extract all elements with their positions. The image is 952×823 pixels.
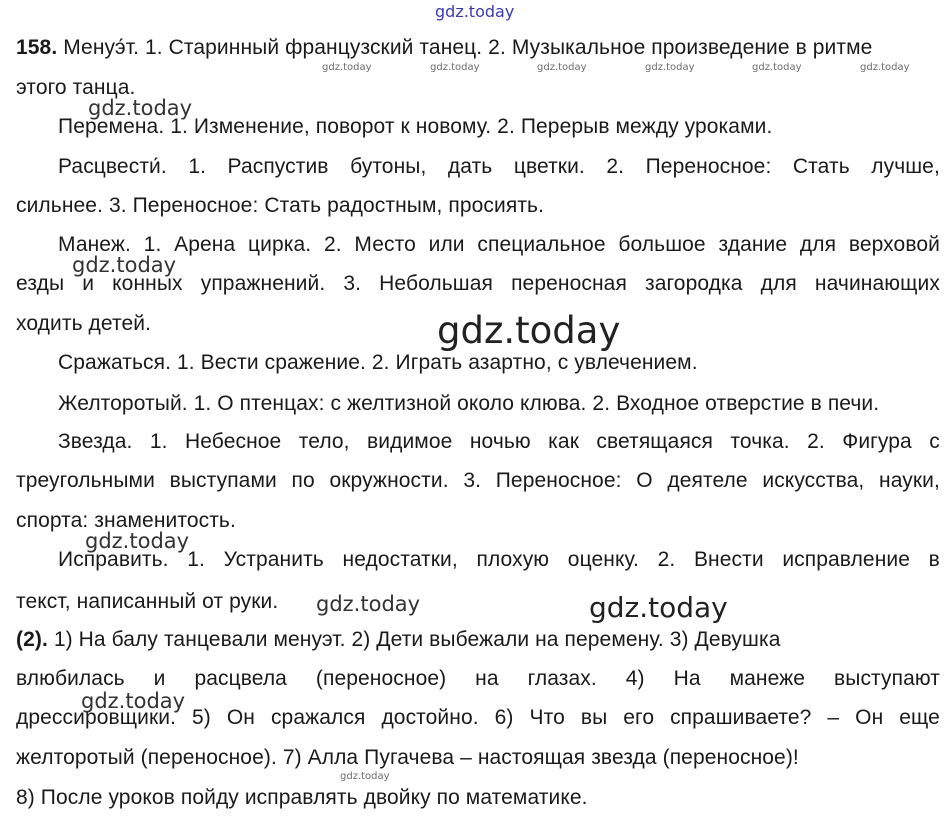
exercise-number: 158. bbox=[16, 36, 58, 59]
text-line-5: сильнее. 3. Переносное: Стать радостным, просиять. bbox=[16, 194, 545, 217]
watermark-small-1: gdz.today bbox=[322, 62, 372, 73]
text-line-6: Манеж. 1. Арена цирка. 2. Место или специальное большое здание для верховой bbox=[58, 233, 940, 256]
part2-label: (2). bbox=[16, 628, 48, 651]
watermark-small-4: gdz.today bbox=[645, 62, 695, 73]
watermark-medium-5: gdz.today bbox=[81, 689, 186, 713]
text-line-16-content: 1) На балу танцевали менуэт. 2) Дети выбежали на перемену. 3) Девушка bbox=[53, 628, 781, 651]
watermark-medium-4: gdz.today bbox=[316, 592, 421, 616]
watermark-small-2: gdz.today bbox=[430, 62, 480, 73]
watermark-small-7: gdz.today bbox=[340, 771, 390, 782]
watermark-small-6: gdz.today bbox=[860, 62, 910, 73]
text-line-12: треугольными выступами по окружности. 3. Переносное: О деятеле искусства, науки, bbox=[16, 469, 940, 492]
text-line-1 bbox=[16, 36, 942, 60]
text-line-14: Исправить. 1. Устранить недостатки, плохую оценку. 2. Внести исправление в bbox=[58, 548, 940, 571]
text-line-19: желторотый (переносное). 7) Алла Пугачева – настоящая звезда (переносное)! bbox=[16, 746, 799, 769]
text-line-10: Желторотый. 1. О птенцах: с желтизной около клюва. 2. Входное отверстие в печи. bbox=[58, 392, 880, 415]
text-line-11: Звезда. 1. Небесное тело, видимое ночью как светящаяся точка. 2. Фигура с bbox=[58, 430, 940, 453]
text-line-1-content: Менуэ́т. 1. Старинный французский танец. 2. Музыкальное произведение в ритме bbox=[63, 36, 873, 59]
watermark-medium-2: gdz.today bbox=[72, 253, 177, 277]
watermark-medium-1: gdz.today bbox=[88, 96, 193, 120]
watermark-medium-3: gdz.today bbox=[85, 529, 190, 553]
text-line-20: 8) После уроков пойду исправлять двойку по математике. bbox=[16, 786, 588, 809]
text-line-3: Перемена. 1. Изменение, поворот к новому. 2. Перерыв между уроками. bbox=[58, 115, 773, 138]
watermark-small-3: gdz.today bbox=[537, 62, 587, 73]
text-line-13: спорта: знаменитость. bbox=[16, 509, 236, 532]
text-line-17: влюбилась и расцвела (переносное) на глазах. 4) На манеже выступают bbox=[16, 667, 940, 690]
text-line-2: этого танца. bbox=[16, 76, 136, 99]
text-line-7: езды и конных упражнений. 3. Небольшая переносная загородка для начинающих bbox=[16, 272, 940, 295]
text-line-15: текст, написанный от руки. bbox=[16, 590, 279, 613]
text-line-18: дрессировщики. 5) Он сражался достойно. 6) Что вы его спрашиваете? – Он еще bbox=[16, 706, 940, 729]
text-line-9: Сражаться. 1. Вести сражение. 2. Играть азартно, с увлечением. bbox=[58, 351, 698, 374]
watermark-large-2: gdz.today bbox=[589, 591, 728, 624]
text-line-16 bbox=[16, 628, 940, 652]
text-line-8: ходить детей. bbox=[16, 312, 152, 335]
text-line-4: Расцвести́. 1. Распустив бутоны, дать цветки. 2. Переносное: Стать лучше, bbox=[58, 155, 940, 178]
watermark-large-1: gdz.today bbox=[437, 309, 621, 352]
watermark-small-5: gdz.today bbox=[752, 62, 802, 73]
watermark-top: gdz.today bbox=[435, 2, 515, 21]
